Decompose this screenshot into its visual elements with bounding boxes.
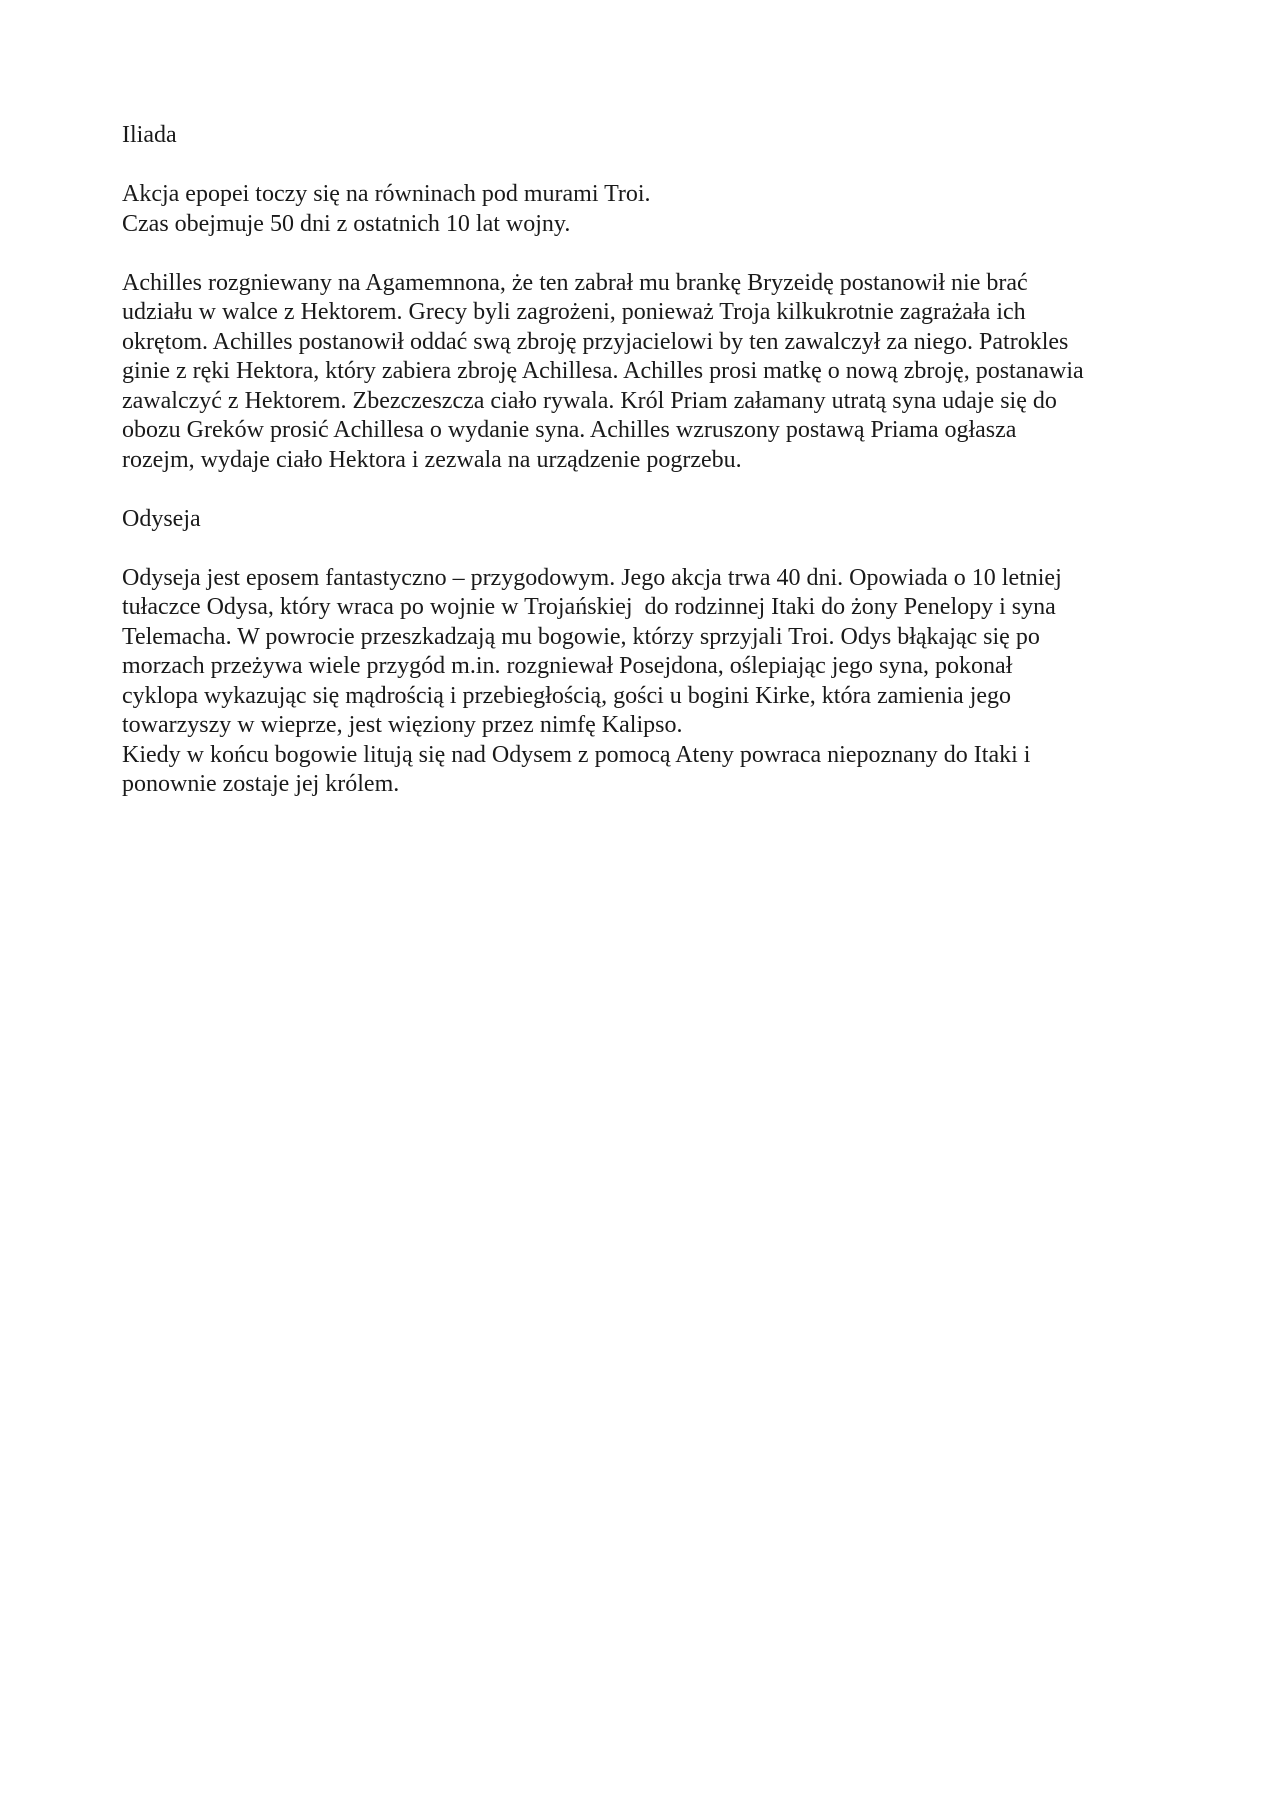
- heading-iliada: Iliada: [122, 122, 177, 148]
- text-line: tułaczce Odysa, który wraca po wojnie w Trojańskiej do rodzinnej Itaki do żony Penelopy i syna: [122, 594, 1056, 620]
- text-line: okrętom. Achilles postanowił oddać swą zbroję przyjacielowi by ten zawalczył za niego. Patrokles: [122, 328, 1069, 355]
- paragraph-iliada-plot: [122, 269, 1182, 476]
- blank-line: [122, 239, 1182, 269]
- text-line: obozu Greków prosić Achillesa o wydanie syna. Achilles wzruszony postawą Priama ogłasza: [122, 417, 1017, 443]
- text-line: Czas obejmuje 50 dni z ostatnich 10 lat wojny.: [122, 210, 571, 237]
- heading-odyseja: Odyseja: [122, 505, 201, 532]
- text-line: morzach przeżywa wiele przygód m.in. rozgniewał Posejdona, oślepiając jego syna, pokonał: [122, 653, 1013, 679]
- blank-line: [122, 475, 1182, 505]
- blank-line: [122, 151, 1182, 181]
- blank-line: [122, 534, 1182, 564]
- text-line: Kiedy w końcu bogowie litują się nad Odysem z pomocą Ateny powraca niepoznany do Itaki i: [122, 741, 1031, 768]
- text-line: towarzyszy w wieprze, jest więziony przez nimfę Kalipso.: [122, 712, 683, 738]
- text-line: Odyseja jest eposem fantastyczno – przygodowym. Jego akcja trwa 40 dni. Opowiada o 10 letniej: [122, 564, 1062, 591]
- text-line: ponownie zostaje jej królem.: [122, 771, 400, 797]
- text-line: cyklopa wykazując się mądrością i przebiegłością, gości u bogini Kirke, która zamienia jego: [122, 682, 1012, 709]
- paragraph-iliada-setting: [122, 180, 1182, 239]
- text-line: ginie z ręki Hektora, który zabiera zbroję Achillesa. Achilles prosi matkę o nową zbroję, postanawia: [122, 358, 1084, 384]
- text-line: Achilles rozgniewany na Agamemnona, że ten zabrał mu brankę Bryzeidę postanowił nie brać: [122, 269, 1028, 296]
- text-line: udziału w walce z Hektorem. Grecy byli zagrożeni, ponieważ Troja kilkukrotnie zagrażała ich: [122, 299, 1026, 325]
- text-line: Akcja epopei toczy się na równinach pod murami Troi.: [122, 181, 651, 207]
- paragraph-odyseja-plot: [122, 564, 1182, 800]
- text-line: rozejm, wydaje ciało Hektora i zezwala na urządzenie pogrzebu.: [122, 446, 742, 473]
- text-line: Telemacha. W powrocie przeszkadzają mu bogowie, którzy sprzyjali Troi. Odys błąkając się po: [122, 623, 1040, 650]
- document-body: [122, 121, 1182, 800]
- text-line: zawalczyć z Hektorem. Zbezczeszcza ciało rywala. Król Priam załamany utratą syna udaje się do: [122, 387, 1057, 414]
